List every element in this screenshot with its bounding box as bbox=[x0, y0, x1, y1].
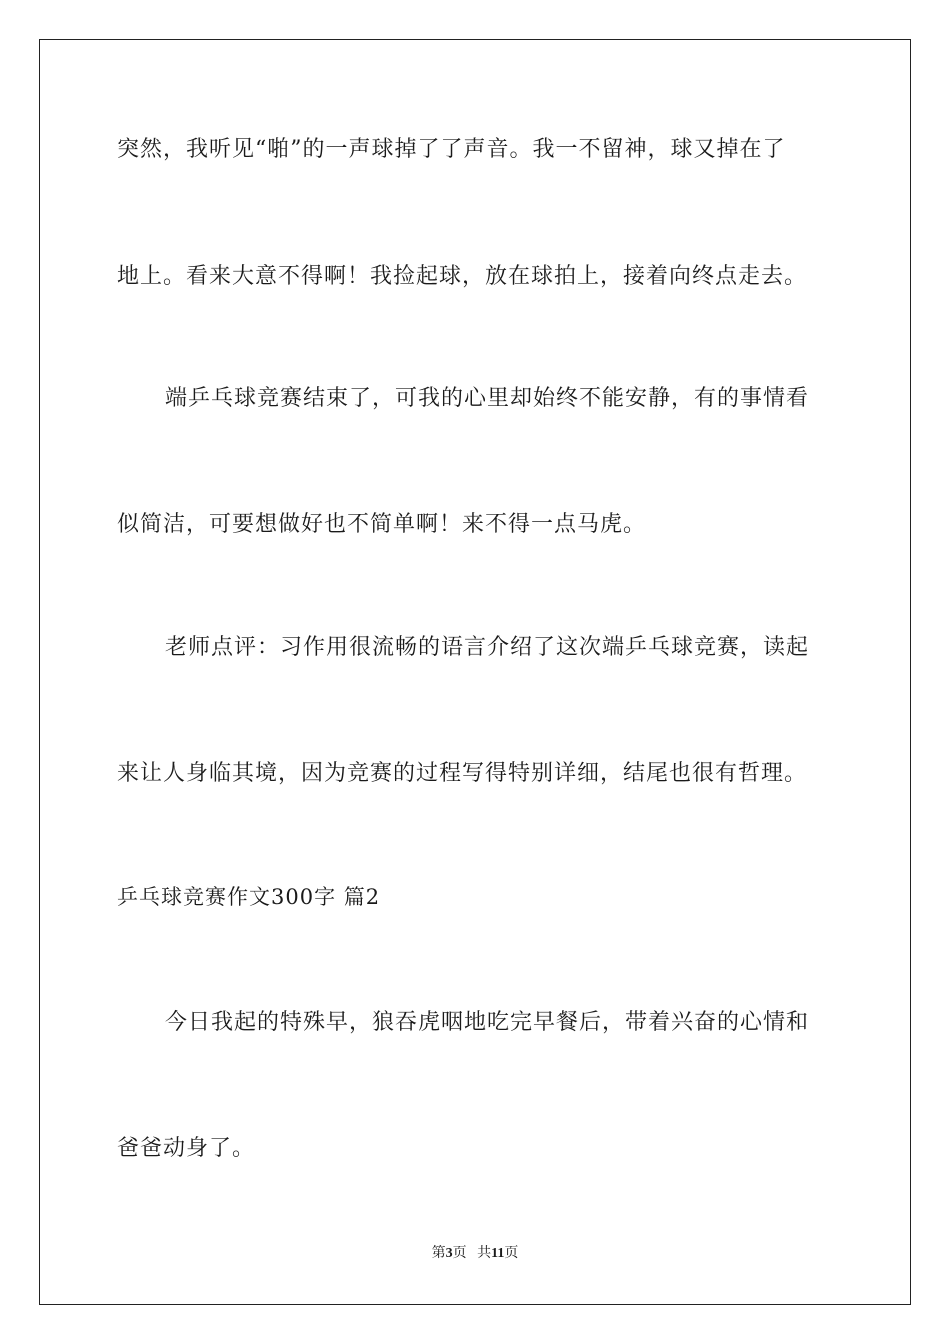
page-prefix: 第 bbox=[431, 1246, 446, 1261]
page-footer bbox=[0, 1245, 950, 1263]
paragraph-line-5: 老师点评：习作用很流畅的语言介绍了这次端乒乓球竞赛，读起 bbox=[165, 635, 810, 660]
total-suffix: 页 bbox=[504, 1246, 519, 1261]
paragraph-line-7: 今日我起的特殊早，狼吞虎咽地吃完早餐后，带着兴奋的心情和 bbox=[165, 1010, 810, 1035]
total-prefix: 共 bbox=[477, 1246, 492, 1261]
paragraph-line-1: 突然，我听见“啪”的一声球掉了了声音。我一不留神，球又掉在了 bbox=[117, 137, 786, 162]
paragraph-line-3: 端乒乓球竞赛结束了，可我的心里却始终不能安静，有的事情看 bbox=[165, 386, 810, 411]
page-suffix: 页 bbox=[452, 1246, 467, 1261]
paragraph-line-8: 爸爸动身了。 bbox=[117, 1136, 256, 1161]
page-border bbox=[39, 39, 911, 1305]
paragraph-line-6: 来让人身临其境，因为竞赛的过程写得特别详细，结尾也很有哲理。 bbox=[117, 761, 808, 786]
total-pages: 11 bbox=[491, 1246, 505, 1261]
page-number: 3 bbox=[445, 1246, 453, 1261]
paragraph-line-2: 地上。看来大意不得啊！我捡起球，放在球拍上，接着向终点走去。 bbox=[117, 264, 808, 289]
section-heading: 乒乓球竞赛作文300字 篇2 bbox=[117, 885, 381, 909]
paragraph-line-4: 似简洁，可要想做好也不简单啊！来不得一点马虎。 bbox=[117, 512, 647, 537]
